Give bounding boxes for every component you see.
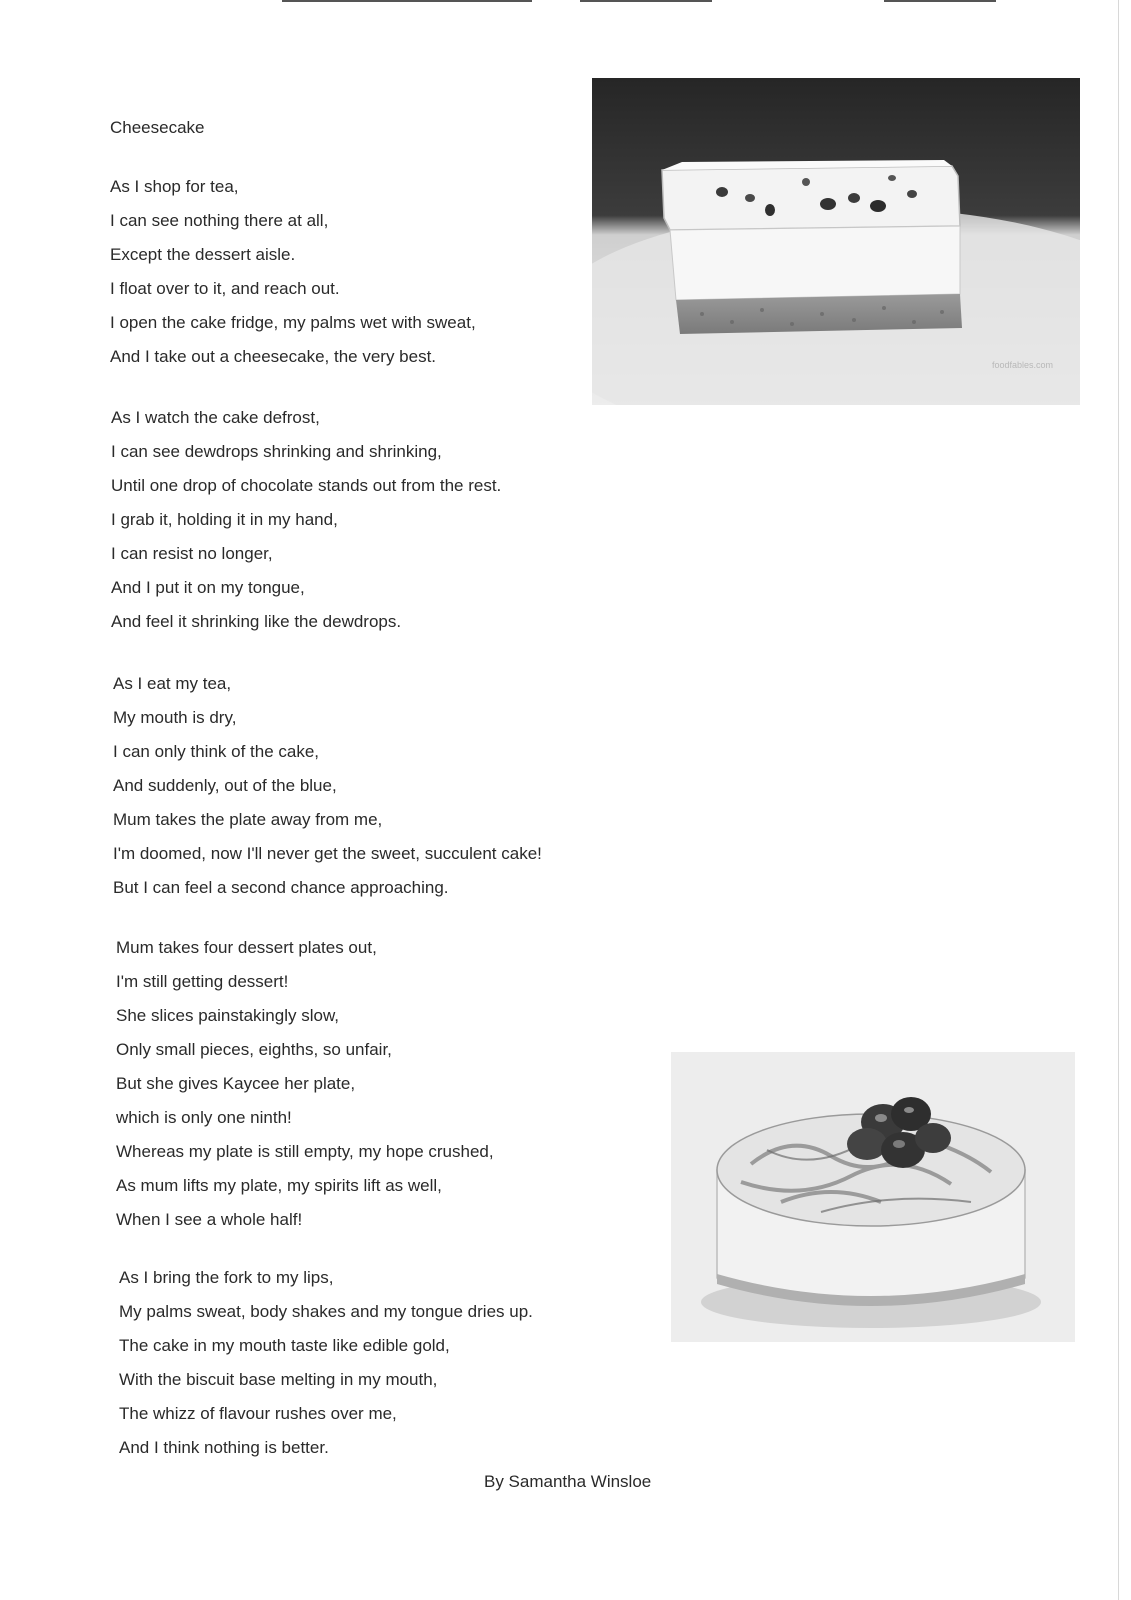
poem-line: And feel it shrinking like the dewdrops. — [111, 612, 402, 631]
round-cheesecake-photo — [671, 1052, 1075, 1342]
poem-line: But I can feel a second chance approaching. — [113, 878, 449, 897]
poem-line: which is only one ninth! — [116, 1108, 292, 1127]
stanza-4 — [116, 938, 494, 1244]
stanza-5 — [119, 1268, 533, 1472]
stanza-3 — [113, 674, 542, 912]
poem-line: I can see dewdrops shrinking and shrinking, — [111, 442, 442, 461]
scan-border-line — [884, 0, 996, 2]
scan-page-edge — [1118, 0, 1119, 1600]
poem-line: She slices painstakingly slow, — [116, 1006, 340, 1025]
svg-text:foodfables.com: foodfables.com — [992, 360, 1054, 370]
cheesecake-slice-photo — [592, 78, 1080, 405]
poem-line: As I shop for tea, — [110, 177, 239, 196]
poem-line: I'm still getting dessert! — [116, 972, 289, 991]
scan-border-line — [282, 0, 532, 2]
poem-line: The cake in my mouth taste like edible gold, — [119, 1336, 450, 1355]
poem-line: I open the cake fridge, my palms wet with sweat, — [110, 313, 476, 332]
poem-line: And I put it on my tongue, — [111, 578, 305, 597]
poem-title: Cheesecake — [110, 118, 205, 137]
poem-line: My palms sweat, body shakes and my tongue dries up. — [119, 1302, 533, 1321]
stanza-1 — [110, 177, 476, 381]
poem-line: I'm doomed, now I'll never get the sweet, succulent cake! — [113, 844, 542, 863]
poem-line: I float over to it, and reach out. — [110, 279, 340, 298]
poem-line: As mum lifts my plate, my spirits lift as well, — [116, 1176, 442, 1195]
scan-border-line — [580, 0, 712, 2]
poem-line: As I eat my tea, — [113, 674, 232, 693]
poem-line: I can only think of the cake, — [113, 742, 320, 761]
poem-line: I grab it, holding it in my hand, — [111, 510, 338, 529]
poem-line: As I bring the fork to my lips, — [119, 1268, 334, 1287]
poem-line: Except the dessert aisle. — [110, 245, 296, 264]
poem-line: And suddenly, out of the blue, — [113, 776, 337, 795]
poem-line: And I take out a cheesecake, the very best. — [110, 347, 437, 366]
stanza-2 — [111, 408, 501, 646]
poem-line: My mouth is dry, — [113, 708, 237, 727]
poem-line: And I think nothing is better. — [119, 1438, 329, 1457]
poem-line: As I watch the cake defrost, — [111, 408, 320, 427]
poem-line: Mum takes four dessert plates out, — [116, 938, 377, 957]
poem-line: Whereas my plate is still empty, my hope crushed, — [116, 1142, 494, 1161]
poem-line: I can see nothing there at all, — [110, 211, 329, 230]
poem-byline: By Samantha Winsloe — [484, 1472, 652, 1491]
poem-line: But she gives Kaycee her plate, — [116, 1074, 356, 1093]
poem-line: The whizz of flavour rushes over me, — [119, 1404, 397, 1423]
poem-line: When I see a whole half! — [116, 1210, 303, 1229]
poem-line: Until one drop of chocolate stands out from the rest. — [111, 476, 502, 495]
poem-line: I can resist no longer, — [111, 544, 273, 563]
poem-line: With the biscuit base melting in my mouth, — [119, 1370, 438, 1389]
poem-line: Only small pieces, eighths, so unfair, — [116, 1040, 392, 1059]
poem-line: Mum takes the plate away from me, — [113, 810, 383, 829]
